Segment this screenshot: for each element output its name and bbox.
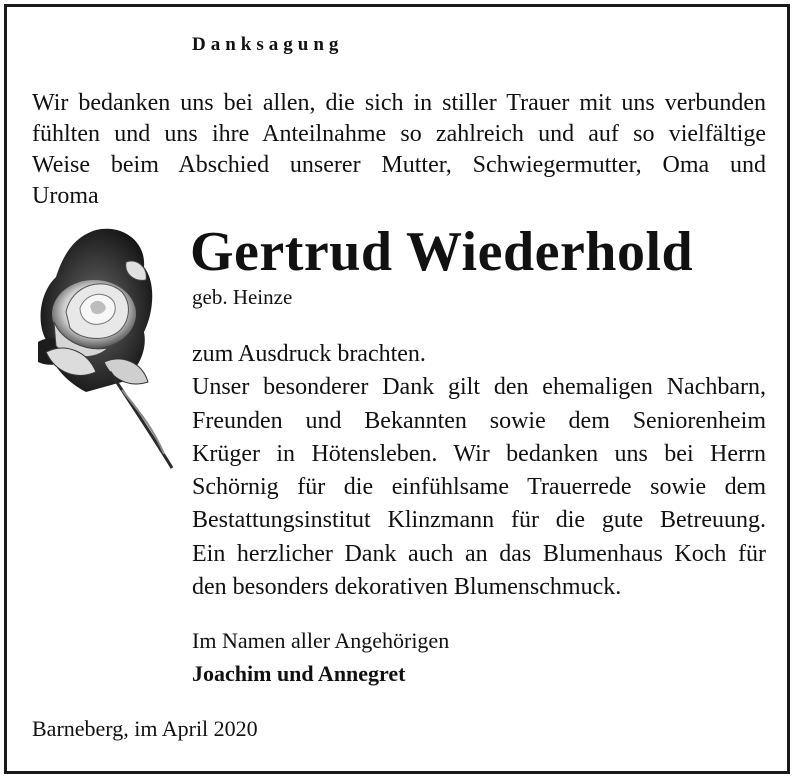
place-date: Barneberg, im April 2020 — [32, 716, 258, 741]
body-line: Schörnig für die einfühlsame Trauerrede sowie dem — [192, 474, 766, 501]
closing-block — [192, 624, 449, 690]
intro-text — [32, 88, 766, 181]
intro-line: fühlten und uns ihre Anteilnahme so zahlreich und auf so vielfältige — [32, 121, 766, 147]
intro-line: Weise beim Abschied unserer Mutter, Schwiegermutter, Oma und — [32, 152, 766, 178]
maiden-name: geb. Heinze — [192, 285, 293, 309]
closing-line: Im Namen aller Angehörigen — [192, 628, 450, 653]
deceased-name: Gertrud Wiederhold — [190, 221, 694, 283]
body-line: den besonders dekorativen Blumenschmuck. — [192, 574, 622, 601]
intro-line-last: Uroma — [32, 183, 99, 209]
body-line: Ein herzlicher Dank auch an das Blumenhaus Koch für — [192, 540, 766, 567]
body-line: Unser besonderer Dank gilt den ehemaligen Nachbarn, — [192, 374, 766, 401]
intro-line: Wir bedanken uns bei allen, die sich in stiller Trauer mit uns verbunden — [32, 90, 766, 116]
signers: Joachim und Annegret — [192, 661, 406, 686]
body-line: Krüger in Hötensleben. Wir bedanken uns bei Herrn — [192, 440, 766, 467]
body-line: Bestattungsinstitut Klinzmann für die gute Betreuung. — [192, 507, 766, 534]
rose-icon — [26, 222, 176, 472]
body-line: zum Ausdruck brachten. — [192, 341, 426, 367]
body-line: Freunden und Bekannten sowie dem Seniorenheim — [192, 407, 766, 434]
thanks-body — [192, 338, 766, 604]
notice-heading: Danksagung — [192, 34, 344, 55]
